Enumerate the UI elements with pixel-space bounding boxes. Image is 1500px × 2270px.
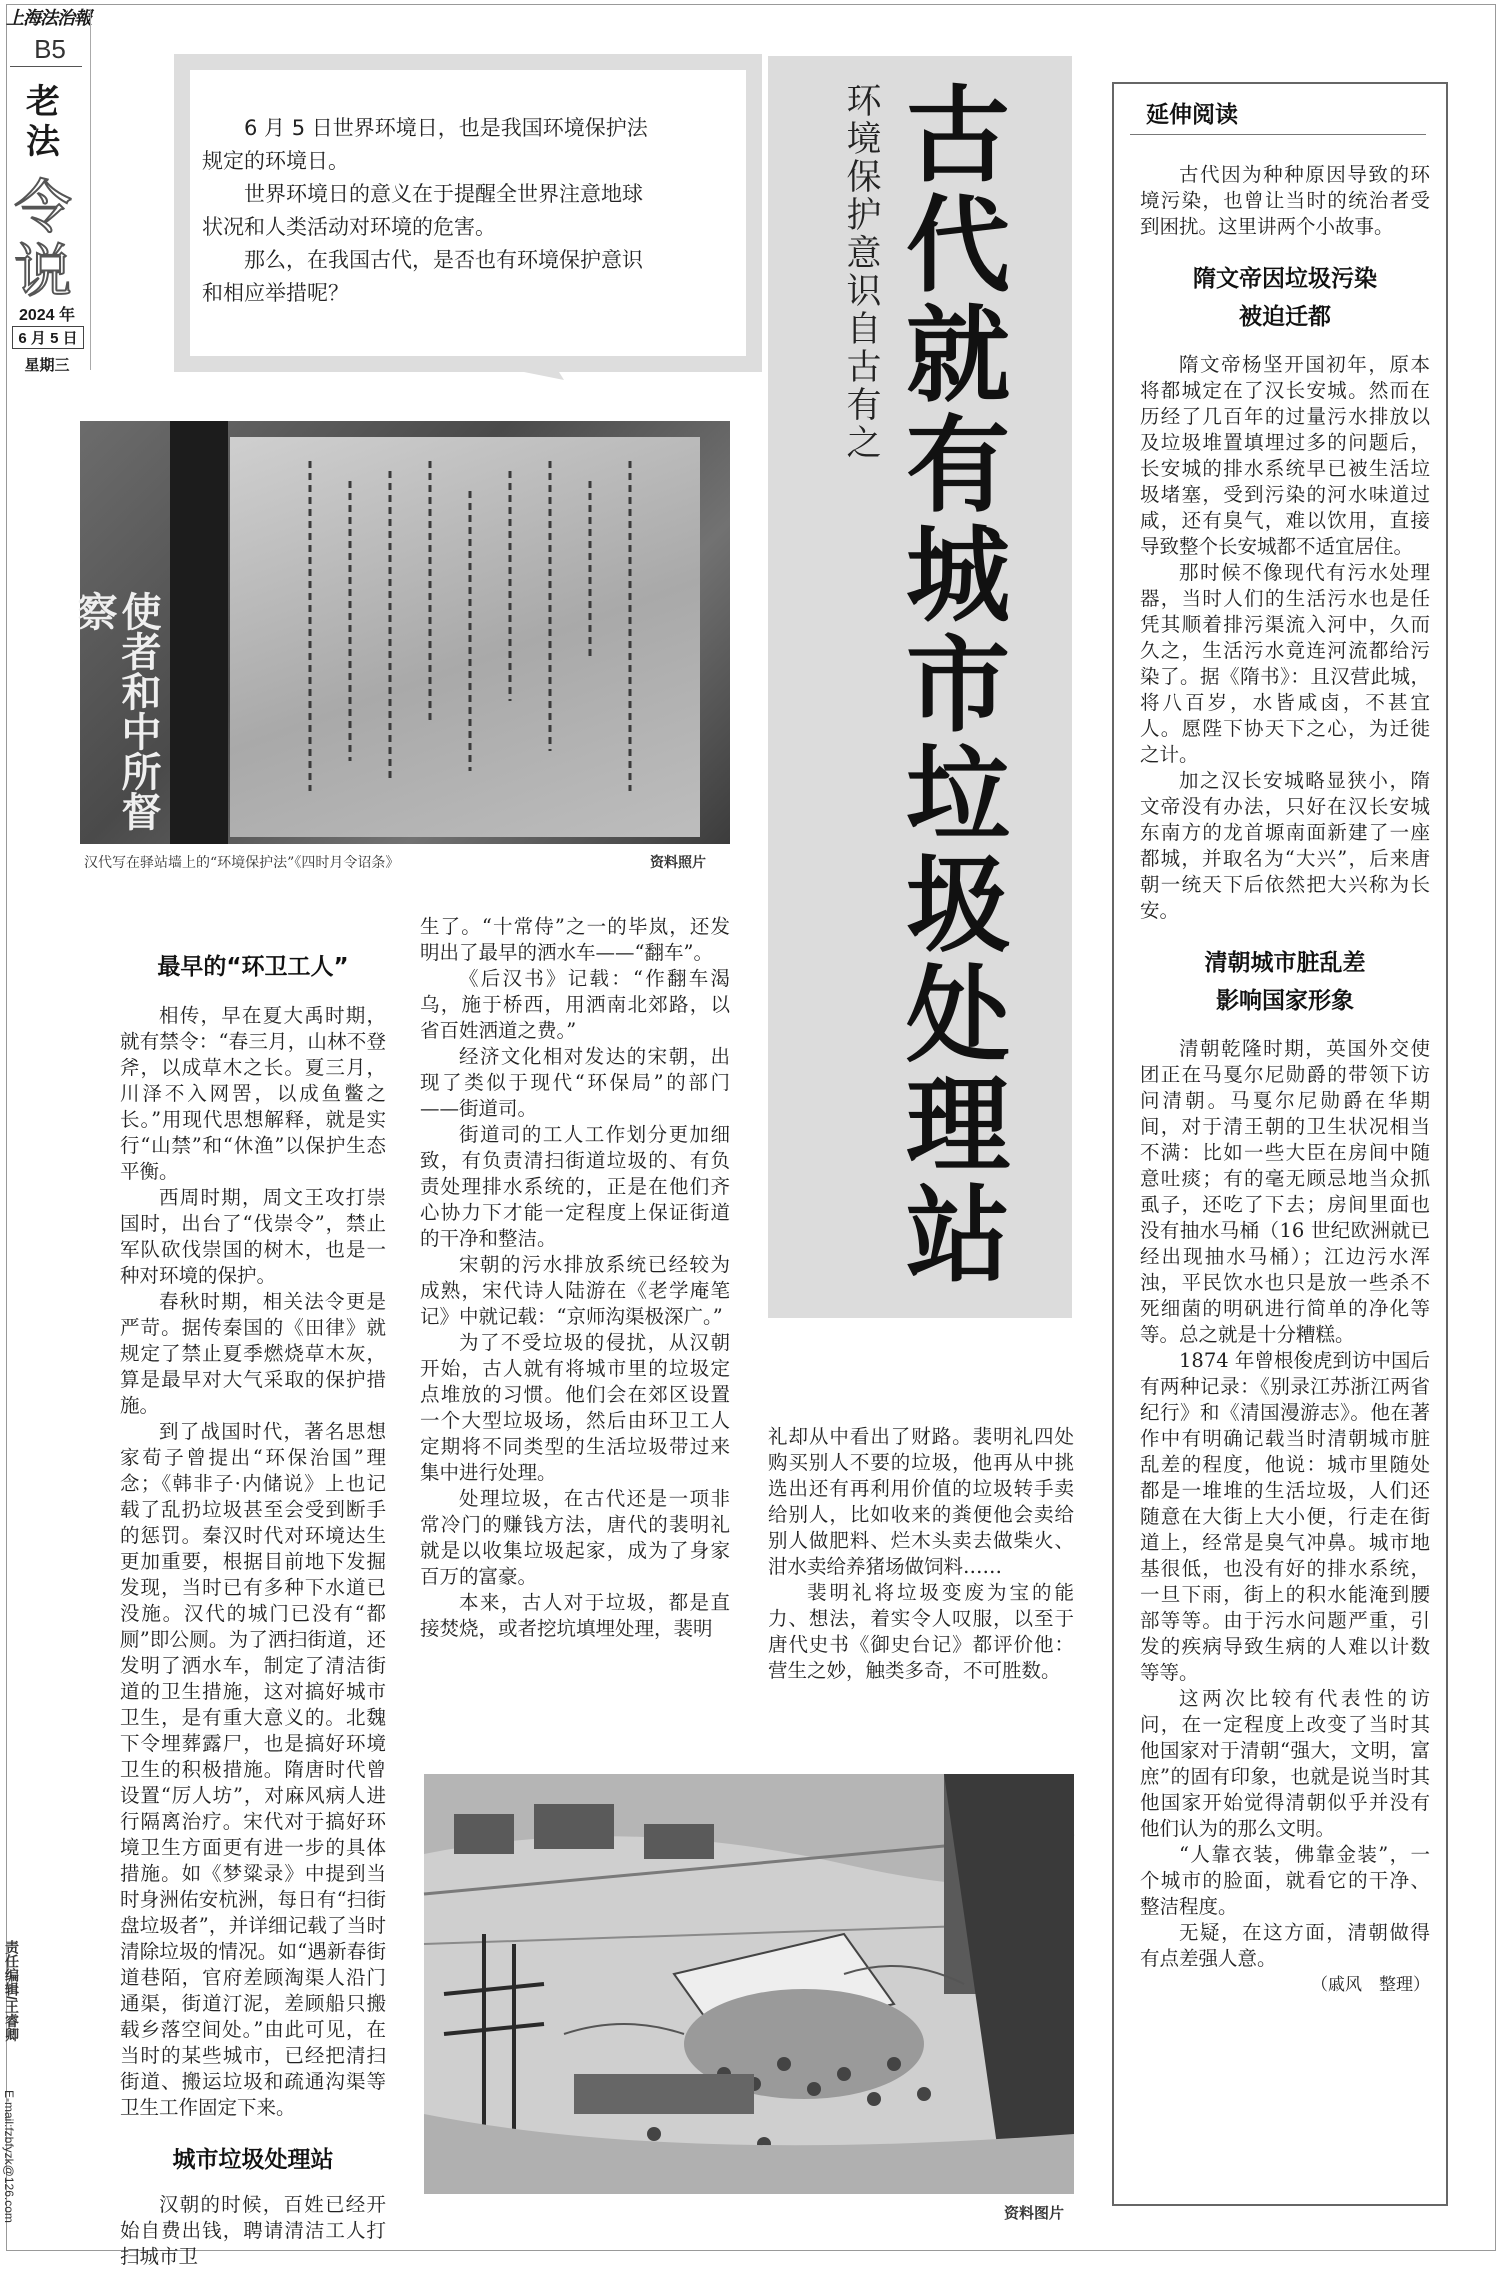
photo-script-lines [280,461,680,811]
article-column-3 [768,1424,1074,1684]
photo1-caption: 汉代写在驿站墙上的“环境保护法”《四时月令诏条》 [84,855,400,871]
section-char-2: 法 [26,122,60,162]
photo-wall-inscription [71,421,730,844]
sidebar-paragraph: 清朝乾隆时期，英国外交使团正在马戛尔尼勋爵的带领下访问清朝。马戛尔尼勋爵在华期间，对于清王朝的卫生状况相当不满：比如一些大臣在房间中随意吐痰；有的毫无顾忌地当众抓虱子，还吃了下去；房间里面也没有抽水马桶（16 世纪欧洲就已经出现抽水马桶）；江边污水浑浊，平民饮水也只是放一些杀不死细菌的明矾进行简单的净化等等。总之就是十分糟糕。 [1140,1037,1430,1346]
article-paragraph: 本来，古人对于垃圾，都是直接焚烧，或者挖坑填埋处理，裴明 [420,1591,730,1640]
issue-date: 6 月 5 日 [12,326,84,349]
sidebar-paragraph: 无疑，在这方面，清朝做得有点差强人意。 [1140,1921,1430,1970]
sidebar-subhead-qing [1140,944,1430,1020]
sidebar-paragraph: 隋文帝杨坚开国初年，原本将都城定在了汉长安城。然而在历经了几百年的过量污水排放以及垃圾堆置填埋过多的问题后，长安城的排水系统早已被生活垃圾堵塞，受到污染的河水味道过咸，还有臭气，难以饮用，直接导致整个长安城都不适宜居住。 [1140,353,1430,558]
article-paragraph: 处理垃圾，在古代还是一项非常冷门的赚钱方法，唐代的裴明礼就是以收集垃圾起家，成为了身家百万的富豪。 [420,1487,730,1588]
editor-email: E-mail:fzbfyzk@126.com [2,2090,16,2223]
sidebar-content [1140,162,1430,1998]
sidebar-paragraph: 那时候不像现代有污水处理器，当时人们的生活污水也是任凭其顺着排污渠流入河中，久而久之，生活污水竟连河流都给污染了。据《隋书》：且汉营此城，将八百岁，水皆咸卤，不甚宜人。愿陛下协天下之心，为迁徙之计。 [1140,561,1430,766]
article-paragraph: 汉朝的时候，百姓已经开始自费出钱，聘请清洁工人打扫城市卫 [120,2193,386,2268]
article-paragraph: 为了不受垃圾的侵扰，从汉朝开始，古人就有将城市里的垃圾定点堆放的习惯。他们会在郊区设置一个大型垃圾场，然后由环卫工人定期将不同类型的生活垃圾带过来集中进行处理。 [420,1331,730,1484]
section-char-3: 令 [14,173,73,241]
photo1-credit: 资料照片 [650,854,706,870]
article-column-1 [120,948,386,2270]
article-paragraph: 《后汉书》记载：“作翻车渴乌，施于桥西，用洒南北郊路，以省百姓洒道之费。” [420,967,730,1042]
sidebar-intro: 古代因为种种原因导致的环境污染，也曾让当时的统治者受到困扰。这里讲两个小故事。 [1140,163,1430,238]
street-scene-illustration [424,1774,1074,2194]
editor-credit: 责任编辑/王睿卿 [4,1940,20,2042]
masthead-rule [10,66,82,67]
photo2-credit: 资料图片 [1004,2205,1065,2222]
article-paragraph: 西周时期，周文王攻打崇国时，出台了“伐崇令”，禁止军队砍伐崇国的树木，也是一种对环境的保护。 [120,1186,386,1287]
section-char-1: 老 [26,82,60,122]
section-char-4: 说 [14,237,73,305]
sidebar-title-rule [1130,134,1426,135]
intro-paragraph: 世界环境日的意义在于提醒全世界注意地球状况和人类活动对环境的危害。 [202,182,643,239]
issue-weekday: 星期三 [24,357,70,374]
sidebar-subhead-sui [1140,260,1430,336]
headline-title: 古代就有城市垃圾处理站 [888,80,1010,1290]
sidebar-subhead-line: 被迫迁都 [1239,304,1331,330]
sidebar-paragraph: 1874 年曾根俊虎到访中国后有两种记录：《别录江苏浙江两省纪行》和《清国漫游志》。他在著作中有明确记载当时清朝城市脏乱差的程度，他说：城市里随处都是一堆堆的生活垃圾，人们还随意在大街上大小便，行走在街道上，经常是臭气冲鼻。城市地基很低，也没有好的排水系统，一旦下雨，街上的积水能淹到腰部等等。由于污水问题严重，引发的疾病导致生病的人难以计数等等。 [1140,1349,1430,1684]
article-paragraph: 礼却从中看出了财路。裴明礼四处购买别人不要的垃圾，他再从中挑选出还有再利用价值的垃圾转手卖给别人，比如收来的粪便他会卖给别人做肥料、烂木头卖去做柴火、泔水卖给养猪场做饲料…… [768,1425,1074,1578]
sidebar-subhead-line: 隋文帝因垃圾污染 [1193,266,1377,292]
article-paragraph: 裴明礼将垃圾变废为宝的能力、想法，着实令人叹服，以至于唐代史书《御史台记》都评价他：营生之妙，触类多奇，不可胜数。 [768,1581,1074,1682]
sidebar-signoff: （戚风 整理） [1311,1975,1430,1995]
article-paragraph: 宋朝的污水排放系统已经较为成熟，宋代诗人陆游在《老学庵笔记》中就记载：“京师沟渠极深广。” [420,1253,730,1328]
subhead-earliest-sanitation: 最早的“环卫工人” [157,954,349,980]
article-paragraph: 春秋时期，相关法令更是严苛。据传秦国的《田律》就规定了禁止夏季燃烧草木灰，算是最早对大气采取的保护措施。 [120,1290,386,1417]
page-number: B5 [34,34,66,64]
sidebar-subhead-line: 清朝城市脏乱差 [1204,950,1366,976]
sidebar-paragraph: “人靠衣装，佛靠金装”，一个城市的脸面，就看它的干净、整洁程度。 [1140,1843,1430,1918]
article-paragraph: 经济文化相对发达的宋朝，出现了类似于现代“环保局”的部门——街道司。 [420,1045,730,1120]
sidebar-paragraph: 加之汉长安城略显狭小，隋文帝没有办法，只好在汉长安城东南方的龙首塬南面新建了一座都城，并取名为“大兴”，后来唐朝一统天下后依然把大兴称为长安。 [1140,769,1430,922]
intro-paragraph: 6 月 5 日世界环境日，也是我国环境保护法规定的环境日。 [202,116,648,173]
article-paragraph: 生了。“十常侍”之一的毕岚，还发明出了最早的洒水车——“翻车”。 [420,915,730,964]
sidebar-paragraph: 这两次比较有代表性的访问，在一定程度上改变了当时其他国家对于清朝“强大，文明，富庶”的固有印象，也就是说当时其他国家开始觉得清朝似乎并没有他们认为的那么文明。 [1140,1687,1430,1840]
article-paragraph: 街道司的工人工作划分更加细致，有负责清扫街道垃圾的、有负责处理排水系统的，正是在他们齐心协力下才能一定程度上保证街道的干净和整洁。 [420,1123,730,1250]
masthead-divider [90,10,91,370]
intro-text [202,112,650,310]
photo-street-scene [424,1774,1074,2194]
photo-wall-text: 使者和中所督察 [71,591,162,831]
intro-paragraph: 那么，在我国古代，是否也有环境保护意识和相应举措呢？ [202,248,643,305]
headline-kicker: 环境保护意识自古有之 [841,82,881,462]
sidebar-subhead-line: 影响国家形象 [1216,988,1354,1014]
subhead-garbage-station: 城市垃圾处理站 [172,2147,334,2173]
article-paragraph: 到了战国时代，著名思想家荀子曾提出“环保治国”理念；《韩非子·内储说》上也记载了乱扔垃圾甚至会受到断手的惩罚。秦汉时代对环境达生更加重要，根据目前地下发掘发现，当时已有多种下水道已没施。汉代的城门已没有“都厕”即公厕。为了洒扫街道，还发明了洒水车，制定了清洁街道的卫生措施，这对搞好城市卫生，是有重大意义的。北魏下令埋葬露尸，也是搞好环境卫生的积极措施。隋唐时代曾设置“厉人坊”，对麻风病人进行隔离治疗。宋代对于搞好环境卫生方面更有进一步的具体措施。如《梦粱录》中提到当时身洲佑安杭洲，每日有“扫街盘垃圾者”，并详细记载了当时清除垃圾的情况。如“遇新春街道巷陌，官府差顾淘渠人沿门通渠，街道汀泥，差顾船只搬载乡落空间处。”由此可见，在当时的某些城市，已经把清扫街道、搬运垃圾和疏通沟渠等卫生工作固定下来。 [120,1420,386,2119]
issue-year: 2024 年 [18,307,76,324]
article-paragraph: 相传，早在夏大禹时期，就有禁令：“春三月，山林不登斧，以成草木之长。夏三月，川泽不入网罟，以成鱼鳖之长。”用现代思想解释，就是实行“山禁”和“休渔”以保护生态平衡。 [120,1004,386,1183]
sidebar-title: 延伸阅读 [1146,102,1238,128]
photo-dark-band [170,421,228,844]
article-column-2 [420,914,730,1642]
paper-logo: 上海法治報 [6,8,91,29]
